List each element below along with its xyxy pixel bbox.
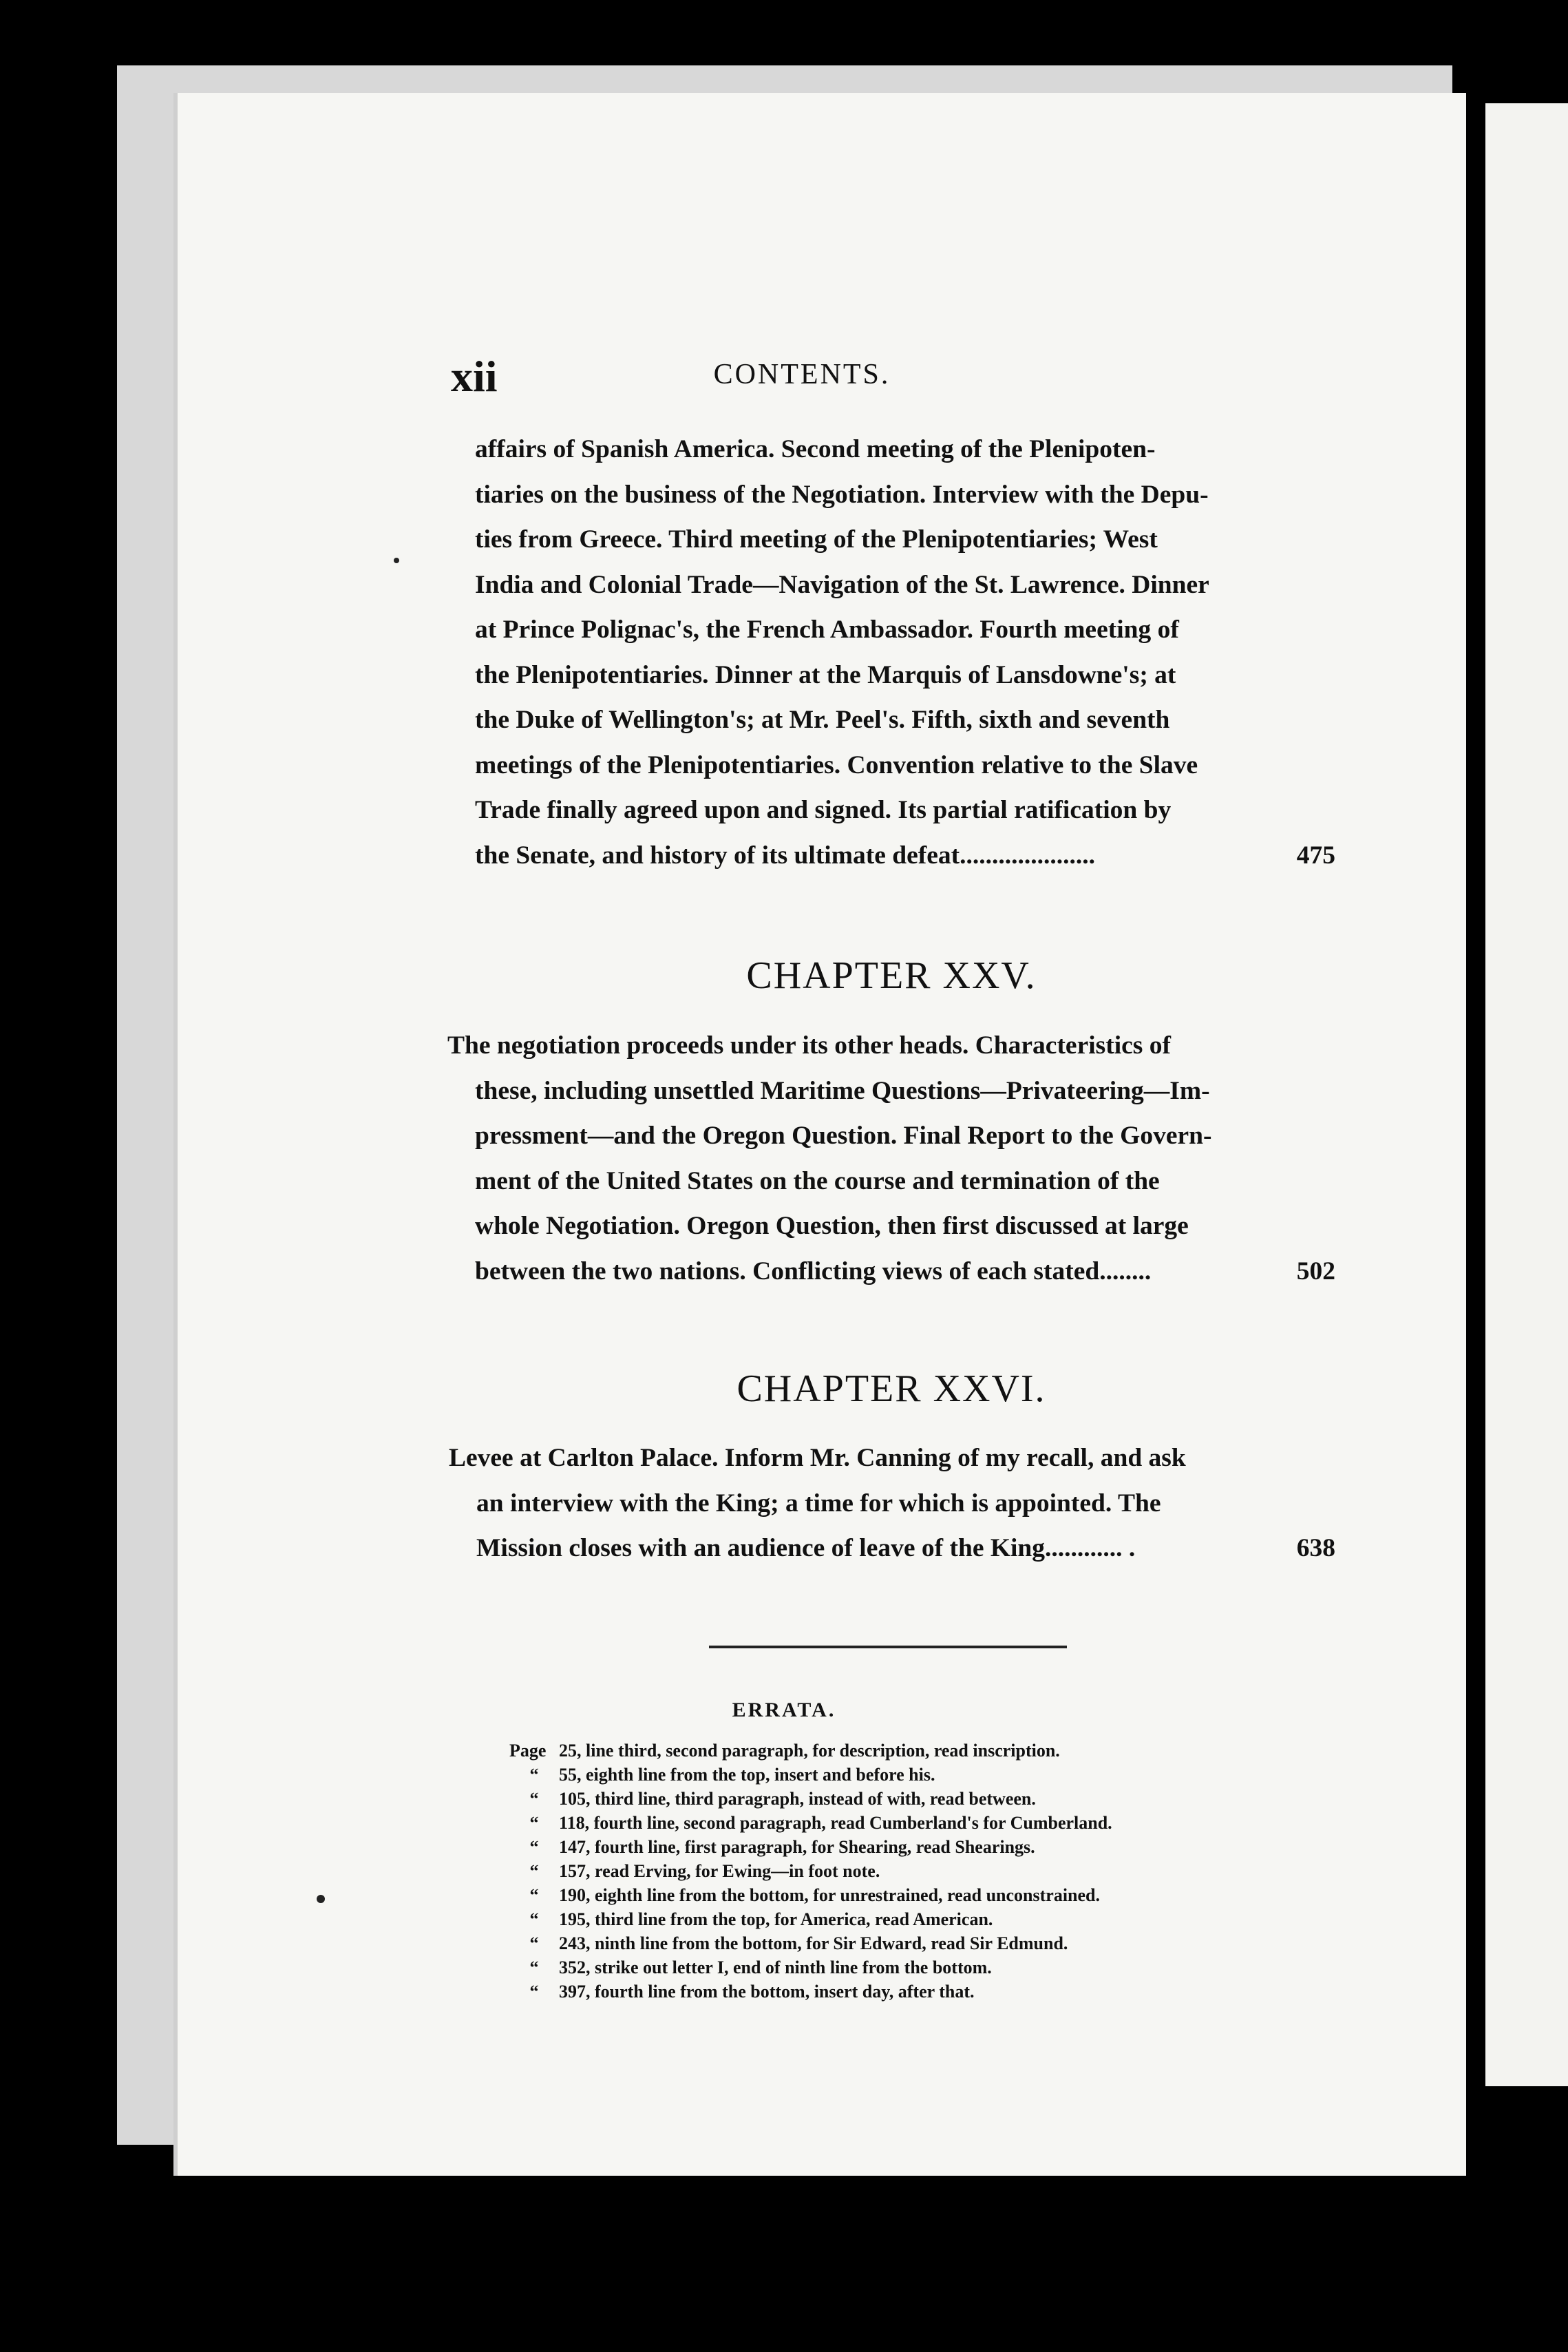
chapter-25-summary xyxy=(447,1023,1335,1294)
page-reference: 638 xyxy=(1296,1534,1335,1562)
ink-speck xyxy=(317,1895,325,1903)
errata-text: 352, strike out letter I, end of ninth line from the bottom. xyxy=(559,1957,992,1977)
ditto-mark: “ xyxy=(529,1813,539,1833)
ditto-mark: “ xyxy=(529,1909,539,1929)
summary-line: the Plenipotentiaries. Dinner at the Marquis of Lansdowne's; at xyxy=(475,660,1176,689)
chapter-26-summary xyxy=(449,1436,1335,1571)
adjacent-page-edge xyxy=(1485,103,1568,2086)
summary-line: at Prince Polignac's, the French Ambassador. Fourth meeting of xyxy=(475,616,1179,644)
page-reference: 475 xyxy=(1296,841,1335,870)
page-number: xii xyxy=(451,352,498,401)
errata-entry xyxy=(509,1787,1335,1811)
errata-entry xyxy=(509,1907,1335,1931)
chapter-24-summary xyxy=(475,427,1335,878)
summary-line: tiaries on the business of the Negotiation. Interview with the Depu- xyxy=(475,480,1209,509)
summary-line: ties from Greece. Third meeting of the Plenipotentiaries; West xyxy=(475,525,1158,554)
section-divider xyxy=(709,1646,1067,1648)
summary-line: ment of the United States on the course and termination of the xyxy=(475,1166,1160,1195)
errata-entry xyxy=(509,1980,1335,2004)
errata-entry xyxy=(509,1763,1335,1787)
errata-page-label: Page xyxy=(509,1741,547,1761)
ditto-mark: “ xyxy=(529,1765,539,1785)
errata-entry xyxy=(509,1811,1335,1835)
errata-entry xyxy=(509,1739,1335,1763)
summary-last-line xyxy=(449,1526,1335,1571)
errata-entry xyxy=(509,1955,1335,1980)
summary-line: the Senate, and history of its ultimate defeat..................... xyxy=(475,841,1095,870)
errata-text: 195, third line from the top, for America, read American. xyxy=(559,1909,993,1929)
summary-line: pressment—and the Oregon Question. Final Report to the Govern- xyxy=(475,1122,1212,1150)
errata-text: 397, fourth line from the bottom, insert day, after that. xyxy=(559,1982,975,2002)
summary-last-line xyxy=(447,1249,1335,1294)
page-header xyxy=(268,351,1335,406)
errata-entry xyxy=(509,1859,1335,1883)
summary-line: Levee at Carlton Palace. Inform Mr. Canning of my recall, and ask xyxy=(449,1444,1186,1472)
summary-line: an interview with the King; a time for which is appointed. The xyxy=(476,1489,1161,1518)
summary-line: Mission closes with an audience of leave of the King............ . xyxy=(476,1534,1136,1562)
ditto-mark: “ xyxy=(529,1933,539,1953)
page-reference: 502 xyxy=(1296,1257,1335,1285)
errata-text: 55, eighth line from the top, insert and before his. xyxy=(559,1765,935,1785)
summary-line: The negotiation proceeds under its other heads. Characteristics of xyxy=(447,1031,1171,1060)
summary-line: whole Negotiation. Oregon Question, then first discussed at large xyxy=(475,1212,1189,1240)
errata-list xyxy=(509,1739,1335,2004)
errata-text: 118, fourth line, second paragraph, read Cumberland's for Cumberland. xyxy=(559,1813,1112,1833)
errata-text: 25, line third, second paragraph, for description, read inscription. xyxy=(559,1741,1060,1761)
summary-last-line xyxy=(475,833,1335,879)
ditto-mark: “ xyxy=(529,1885,539,1905)
ditto-mark: “ xyxy=(529,1957,539,1977)
chapter-title: CHAPTER XXVI. xyxy=(737,1367,1046,1410)
ditto-mark: “ xyxy=(529,1861,539,1881)
summary-line: India and Colonial Trade—Navigation of the St. Lawrence. Dinner xyxy=(475,570,1209,599)
errata-entry xyxy=(509,1835,1335,1859)
errata-text: 105, third line, third paragraph, instead of with, read between. xyxy=(559,1789,1036,1809)
summary-line: these, including unsettled Maritime Questions—Privateering—Im- xyxy=(475,1076,1210,1105)
summary-line: meetings of the Plenipotentiaries. Convention relative to the Slave xyxy=(475,750,1198,779)
errata-entry xyxy=(509,1883,1335,1907)
chapter-title: CHAPTER XXV. xyxy=(746,954,1037,997)
errata-text: 190, eighth line from the bottom, for unrestrained, read unconstrained. xyxy=(559,1885,1101,1905)
summary-line: affairs of Spanish America. Second meeting of the Plenipoten- xyxy=(475,435,1156,463)
errata-text: 243, ninth line from the bottom, for Sir Edward, read Sir Edmund. xyxy=(559,1933,1068,1953)
errata-heading: ERRATA. xyxy=(732,1699,836,1721)
ditto-mark: “ xyxy=(529,1982,539,2002)
ditto-mark: “ xyxy=(529,1837,539,1857)
summary-line: the Duke of Wellington's; at Mr. Peel's. Fifth, sixth and seventh xyxy=(475,706,1170,734)
errata-entry xyxy=(509,1931,1335,1955)
running-head: CONTENTS. xyxy=(713,359,891,390)
ditto-mark: “ xyxy=(529,1789,539,1809)
summary-line: Trade finally agreed upon and signed. Its partial ratification by xyxy=(475,796,1172,824)
ink-speck xyxy=(394,558,399,563)
summary-line: between the two nations. Conflicting views of each stated........ xyxy=(475,1257,1152,1285)
errata-text: 157, read Erving, for Ewing—in foot note. xyxy=(559,1861,880,1881)
errata-text: 147, fourth line, first paragraph, for Shearing, read Shearings. xyxy=(559,1837,1035,1857)
